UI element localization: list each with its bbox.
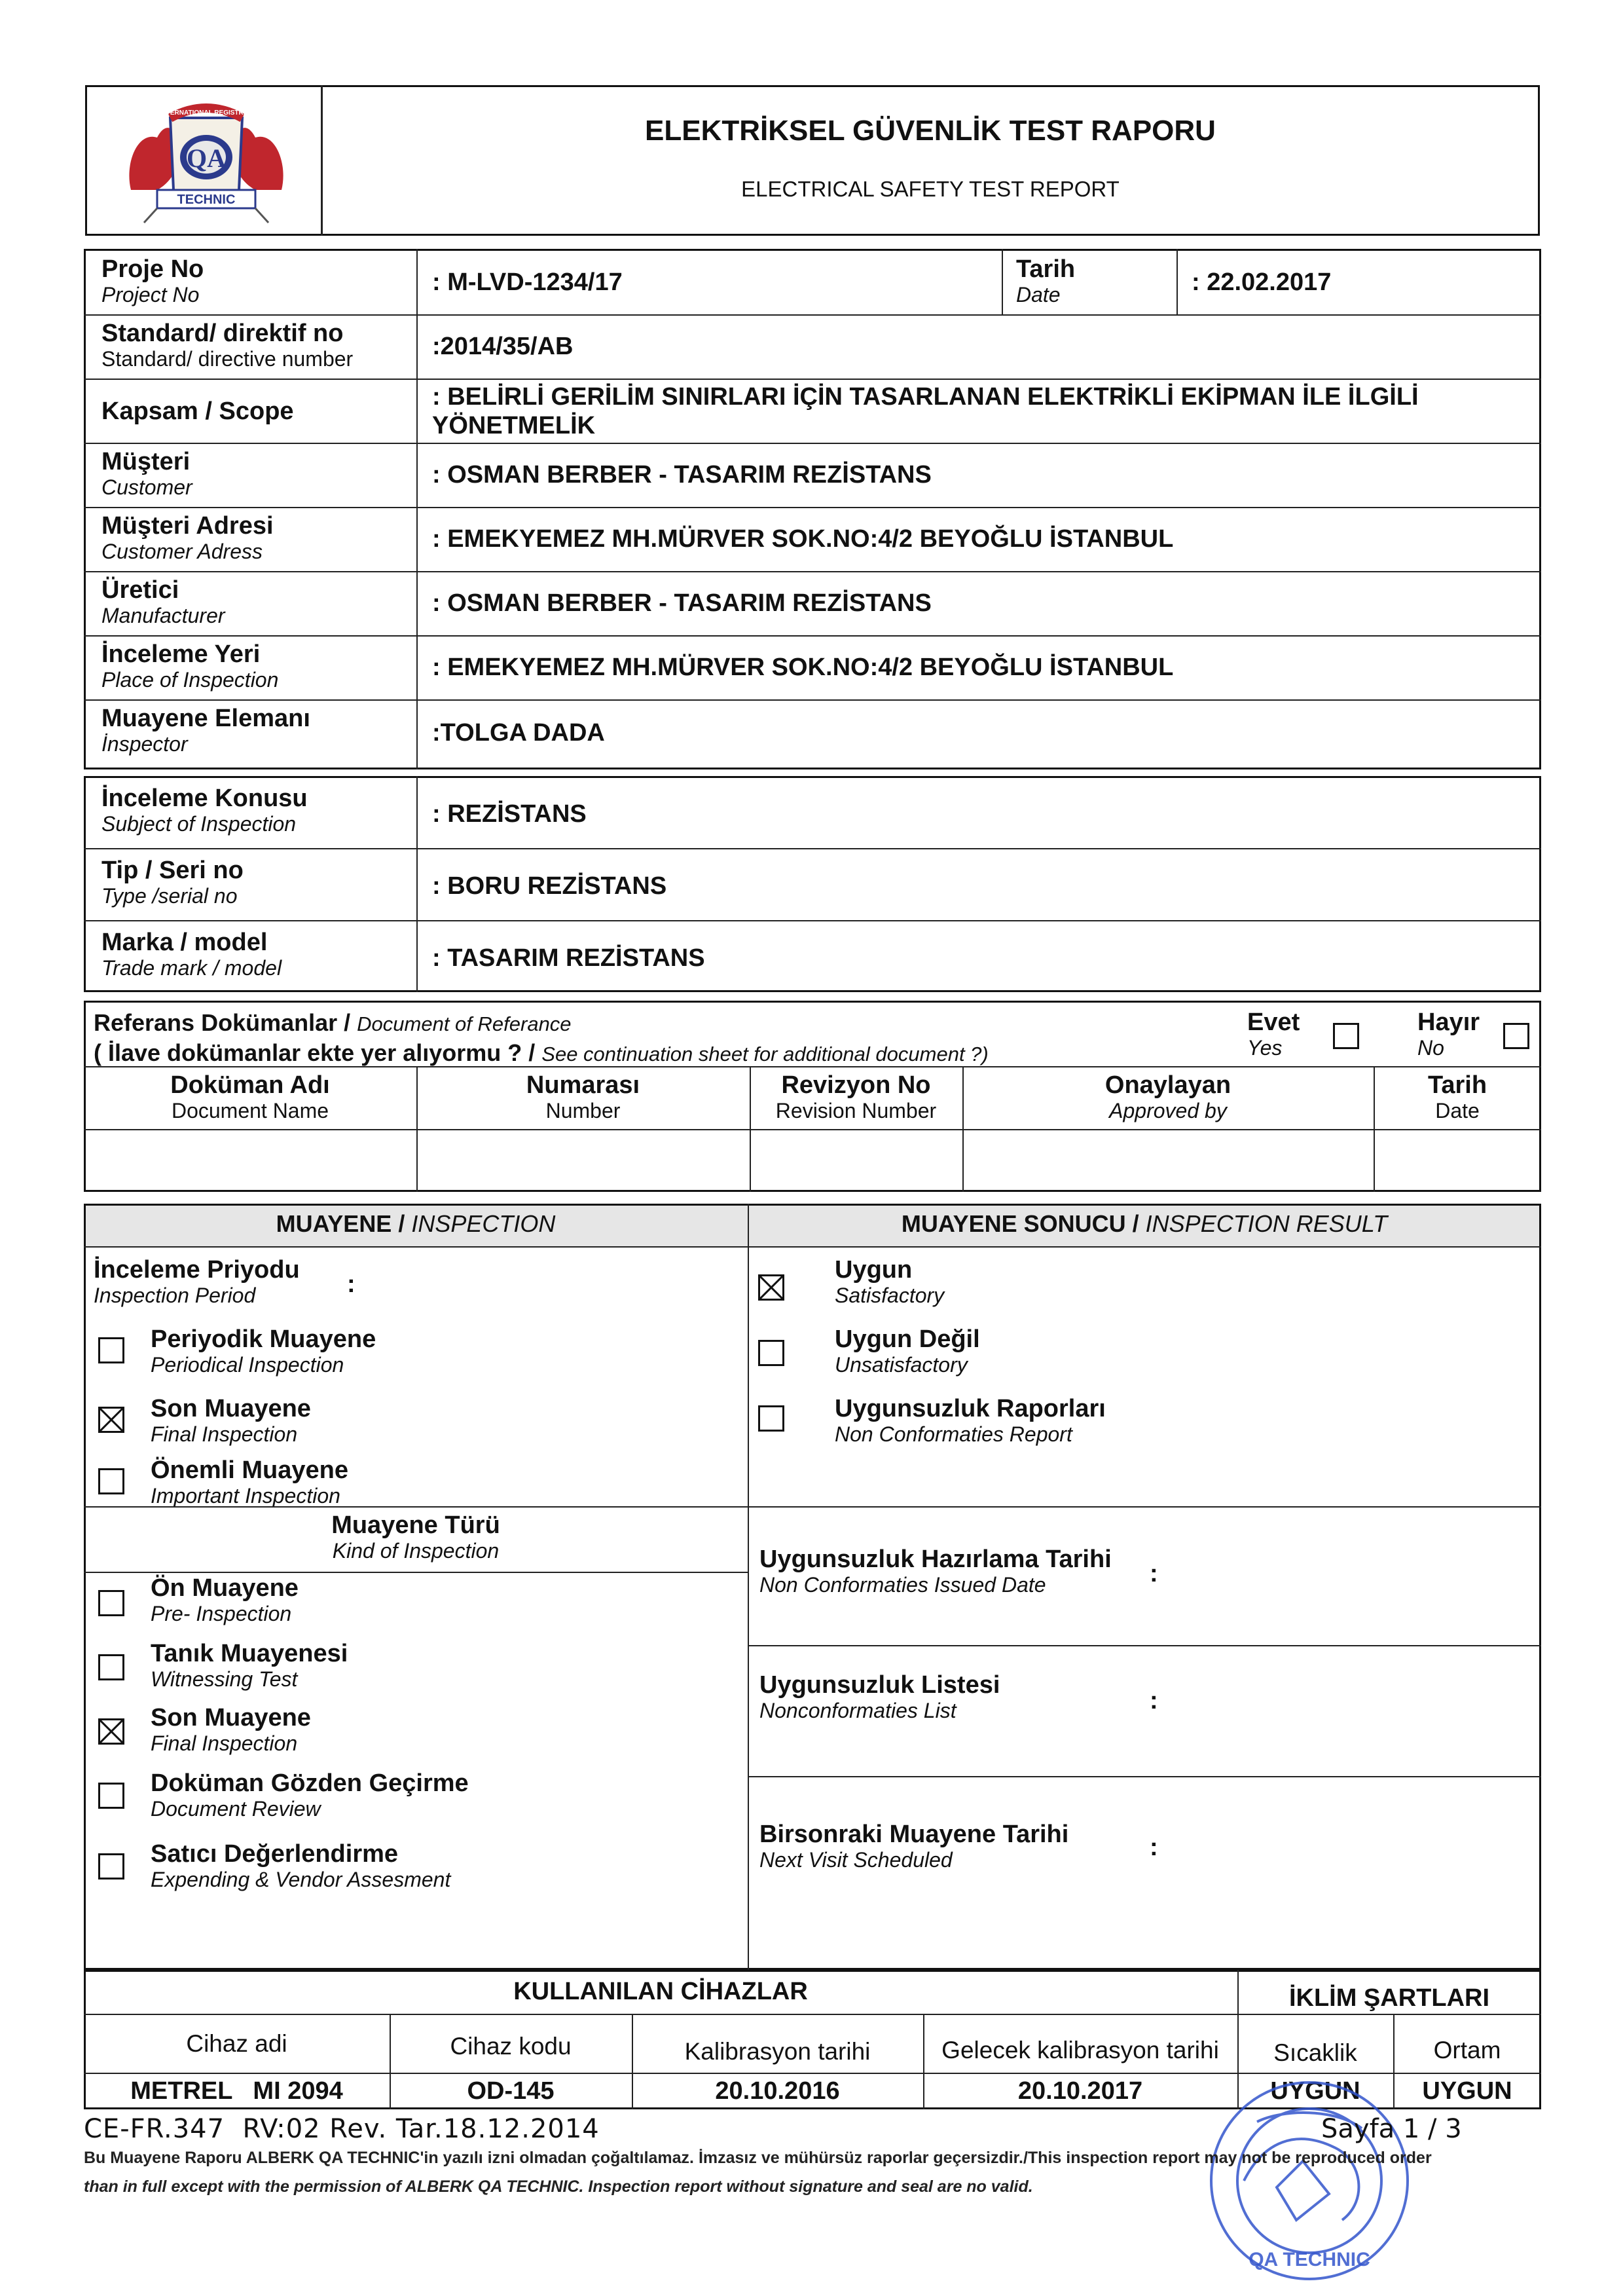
company-logo xyxy=(118,92,295,229)
manufacturer-label: Üretici Manufacturer xyxy=(101,576,225,627)
page-number: Sayfa 1 / 3 xyxy=(1321,2114,1462,2144)
report-title: ELEKTRİKSEL GÜVENLİK TEST RAPORU xyxy=(645,115,1216,147)
document-review-label: Doküman Gözden Geçirme Document Review xyxy=(151,1769,469,1821)
customer-value: : OSMAN BERBER - TASARIM REZİSTANS xyxy=(432,461,932,489)
next-calibration-value: 20.10.2017 xyxy=(1017,2077,1143,2105)
calibration-date-value: 20.10.2016 xyxy=(715,2077,840,2105)
project-row-line xyxy=(84,635,1541,637)
trade-mark-value: : TASARIM REZİSTANS xyxy=(432,944,705,972)
kind-divider-top xyxy=(84,1506,748,1508)
ref-col-date: Tarih Date xyxy=(1427,1071,1487,1122)
inspection-center-divider xyxy=(748,1204,749,1970)
ref-col-document-name: Doküman Adı Document Name xyxy=(170,1071,330,1122)
project-row-line xyxy=(84,507,1541,508)
final-inspection-kind-checkbox[interactable] xyxy=(98,1718,124,1745)
inspection-header-line xyxy=(84,1246,1541,1248)
result-section-line xyxy=(748,1506,1541,1508)
project-row-line xyxy=(84,699,1541,701)
inspection-period-colon: : xyxy=(347,1270,356,1298)
satisfactory-label: Uygun Satisfactory xyxy=(835,1256,945,1307)
final-inspection-period-checkbox[interactable] xyxy=(98,1407,124,1433)
project-row-line xyxy=(84,314,1541,316)
ref-col-approved: Onaylayan Approved by xyxy=(1104,1071,1231,1122)
final-inspection-kind-label: Son Muayene Final Inspection xyxy=(151,1704,311,1755)
climate-header: İKLİM ŞARTLARI xyxy=(1288,1984,1490,2012)
inspector-value: :TOLGA DADA xyxy=(432,719,605,747)
ref-col-revision: Revizyon No Revision Number xyxy=(775,1071,937,1122)
svg-text:INTERNATIONAL REGISTRAR: INTERNATIONAL REGISTRAR xyxy=(159,109,253,117)
calibration-date-header: Kalibrasyon tarihi xyxy=(684,2038,871,2065)
result-section-line xyxy=(748,1776,1541,1777)
nonconformity-report-checkbox[interactable] xyxy=(758,1405,784,1432)
reference-row-line xyxy=(84,1129,1541,1130)
nc-list-colon: : xyxy=(1150,1687,1158,1714)
witnessing-test-label: Tanık Muayenesi Witnessing Test xyxy=(151,1640,348,1691)
date-label-divider-left xyxy=(1002,249,1003,314)
standard-label: Standard/ direktif no Standard/ directive number xyxy=(101,320,354,371)
result-header: MUAYENE SONUCU / INSPECTION RESULT xyxy=(901,1210,1388,1237)
devices-header-line xyxy=(84,2014,1541,2015)
reference-heading: Referans Dokümanlar / Document of Referance ( İlave dokümanlar ekte yer alıyormu ? / See continuation sheet for additional document ?) xyxy=(94,1009,989,1066)
devices-header: KULLANILAN CİHAZLAR xyxy=(513,1978,808,2005)
device-name-header: Cihaz adi xyxy=(186,2030,287,2057)
next-visit-colon: : xyxy=(1150,1834,1158,1861)
customer-address-label: Müşteri Adresi Customer Adress xyxy=(101,512,274,563)
satisfactory-checkbox[interactable] xyxy=(758,1274,784,1301)
subject-label: İnceleme Konusu Subject of Inspection xyxy=(101,785,308,836)
scope-label: Kapsam / Scope xyxy=(101,398,294,425)
device-name-value: METREL MI 2094 xyxy=(130,2077,343,2105)
inspection-period-label: İnceleme Priyodu Inspection Period xyxy=(94,1256,300,1307)
project-row-line xyxy=(84,379,1541,380)
kind-divider-bottom xyxy=(84,1572,748,1573)
customer-address-value: : EMEKYEMEZ MH.MÜRVER SOK.NO:4/2 BEYOĞLU İSTANBUL xyxy=(432,525,1174,553)
svg-text:QA TECHNIC: QA TECHNIC xyxy=(1249,2249,1370,2270)
reference-no-label: Hayır No xyxy=(1417,1009,1480,1060)
scope-value: : BELİRLİ GERİLİM SINIRLARI İÇİN TASARLANAN ELEKTRİKLİ EKİPMAN İLE İLGİLİ YÖNETMELİK xyxy=(432,383,1419,439)
date-label-divider-right xyxy=(1176,249,1178,314)
kind-of-inspection-label: Muayene Türü Kind of Inspection xyxy=(331,1511,500,1563)
place-label: İnceleme Yeri Place of Inspection xyxy=(101,640,279,692)
device-code-value: OD-145 xyxy=(467,2077,555,2105)
project-col-divider xyxy=(416,249,418,769)
footer-disclaimer-line1: Bu Muayene Raporu ALBERK QA TECHNIC'in yazılı izni olmadan çoğaltılamaz. İmzasız ve mühürsüz raporlar geçersizdir./This inspection report may not be reproduced order xyxy=(84,2149,1432,2167)
unsatisfactory-checkbox[interactable] xyxy=(758,1340,784,1366)
temperature-value: UYGUN xyxy=(1270,2077,1360,2105)
ref-col-number: Numarası Number xyxy=(526,1071,640,1122)
customer-label: Müşteri Customer xyxy=(101,448,192,499)
environment-header: Ortam xyxy=(1433,2037,1501,2064)
important-inspection-checkbox[interactable] xyxy=(98,1468,124,1494)
nc-list-label: Uygunsuzluk Listesi Nonconformaties List xyxy=(759,1671,1000,1722)
periodical-inspection-checkbox[interactable] xyxy=(98,1337,124,1363)
environment-value: UYGUN xyxy=(1422,2077,1512,2105)
witnessing-test-checkbox[interactable] xyxy=(98,1654,124,1680)
pre-inspection-label: Ön Muayene Pre- Inspection xyxy=(151,1574,299,1625)
device-code-header: Cihaz kodu xyxy=(450,2033,572,2060)
vendor-assessment-label: Satıcı Değerlendirme Expending & Vendor Assesment xyxy=(151,1840,451,1891)
manufacturer-value: : OSMAN BERBER - TASARIM REZİSTANS xyxy=(432,589,932,617)
header-box xyxy=(85,85,1540,236)
report-subtitle: ELECTRICAL SAFETY TEST REPORT xyxy=(741,177,1120,201)
unsatisfactory-label: Uygun Değil Unsatisfactory xyxy=(835,1325,980,1377)
subject-row-line xyxy=(84,920,1541,921)
reference-no-checkbox[interactable] xyxy=(1503,1023,1529,1049)
result-section-line xyxy=(748,1645,1541,1646)
project-no-label: Proje No Project No xyxy=(101,255,204,306)
reference-yes-checkbox[interactable] xyxy=(1333,1023,1359,1049)
periodical-inspection-label: Periyodik Muayene Periodical Inspection xyxy=(151,1325,376,1377)
inspection-header: MUAYENE / INSPECTION xyxy=(276,1210,556,1237)
final-inspection-period-label: Son Muayene Final Inspection xyxy=(151,1395,311,1446)
next-calibration-header: Gelecek kalibrasyon tarihi xyxy=(941,2037,1219,2064)
nc-issued-date-colon: : xyxy=(1150,1560,1158,1587)
subject-col-divider xyxy=(416,776,418,992)
type-serial-label: Tip / Seri no Type /serial no xyxy=(101,857,244,908)
subject-value: : REZİSTANS xyxy=(432,800,587,828)
place-value: : EMEKYEMEZ MH.MÜRVER SOK.NO:4/2 BEYOĞLU İSTANBUL xyxy=(432,654,1174,681)
project-no-value: : M-LVD-1234/17 xyxy=(432,268,623,296)
nonconformity-report-label: Uygunsuzluk Raporları Non Conformaties Report xyxy=(835,1395,1106,1446)
reference-yes-label: Evet Yes xyxy=(1247,1009,1300,1060)
inspector-label: Muayene Elemanı İnspector xyxy=(101,705,310,756)
temperature-header: Sıcaklik xyxy=(1273,2039,1357,2066)
logo-emblem-icon xyxy=(118,92,295,229)
pre-inspection-checkbox[interactable] xyxy=(98,1590,124,1616)
footer-disclaimer-line2: than in full except with the permission of ALBERK QA TECHNIC. Inspection report without signature and seal are no valid. xyxy=(84,2177,1033,2196)
document-review-checkbox[interactable] xyxy=(98,1783,124,1809)
important-inspection-label: Önemli Muayene Important Inspection xyxy=(151,1456,348,1508)
form-code: CE-FR.347 RV:02 Rev. Tar.18.12.2014 xyxy=(84,2114,600,2144)
svg-text:TECHNIC: TECHNIC xyxy=(177,193,236,207)
trade-mark-label: Marka / model Trade mark / model xyxy=(101,929,282,980)
vendor-assessment-checkbox[interactable] xyxy=(98,1853,124,1879)
standard-value: :2014/35/AB xyxy=(432,333,574,360)
type-serial-value: : BORU REZİSTANS xyxy=(432,872,667,900)
nc-issued-date-label: Uygunsuzluk Hazırlama Tarihi Non Conformaties Issued Date xyxy=(759,1546,1112,1597)
date-value: : 22.02.2017 xyxy=(1192,268,1332,296)
project-row-line xyxy=(84,571,1541,572)
next-visit-label: Birsonraki Muayene Tarihi Next Visit Scheduled xyxy=(759,1821,1069,1872)
header-divider xyxy=(321,85,323,236)
svg-text:QA: QA xyxy=(187,143,226,173)
project-row-line xyxy=(84,443,1541,444)
date-label: Tarih Date xyxy=(1016,255,1076,306)
subject-row-line xyxy=(84,848,1541,849)
